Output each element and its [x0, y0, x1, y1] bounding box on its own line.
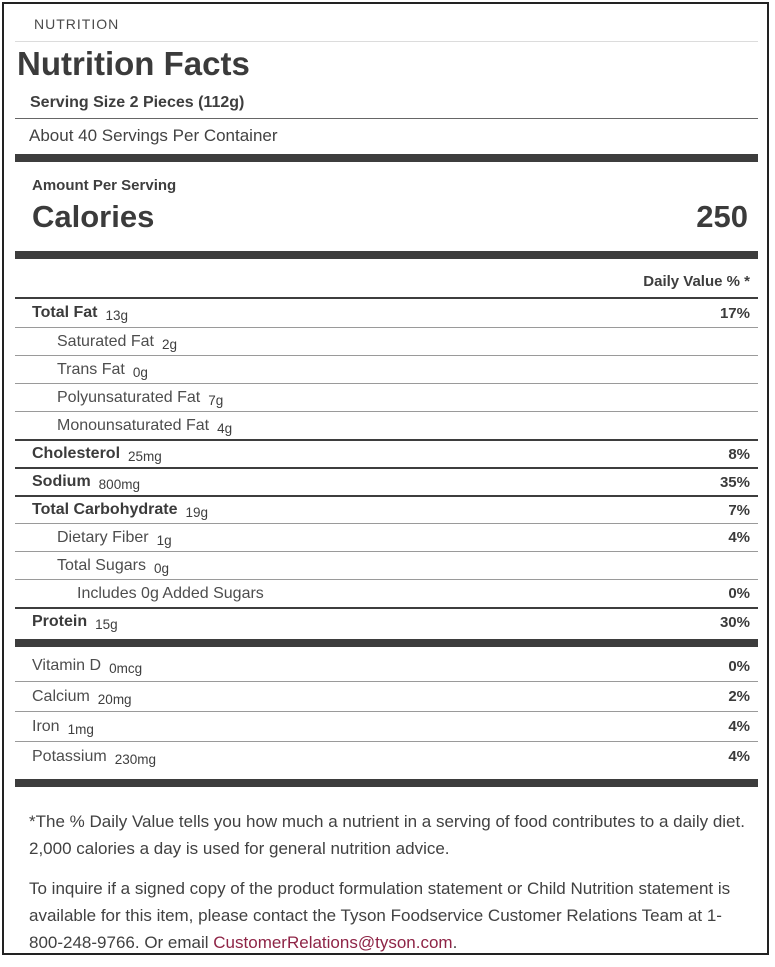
nutrient-amount: 15g	[95, 617, 118, 632]
nutrient-label: Cholesterol	[32, 445, 121, 462]
nutrient-daily-value: 4%	[728, 748, 750, 765]
inquiry-footnote	[29, 875, 745, 955]
nutrient-daily-value: 2%	[728, 688, 750, 705]
vitamin-table	[4, 647, 767, 771]
section-eyebrow: NUTRITION	[34, 16, 120, 32]
nutrient-row	[15, 467, 758, 495]
nutrient-amount: 230mg	[114, 751, 156, 767]
nutrient-label: Vitamin D	[32, 657, 102, 674]
servings-per-container: About 40 Servings Per Container	[29, 126, 278, 145]
nutrient-label: Saturated Fat	[57, 332, 154, 350]
nutrition-label	[2, 2, 769, 955]
nutrient-amount: 13g	[105, 308, 129, 323]
thick-bar	[15, 154, 758, 162]
nutrient-label: Total Carbohydrate	[32, 501, 178, 518]
nutrient-label: Polyunsaturated Fat	[57, 388, 201, 406]
nutrient-amount: 2g	[161, 336, 177, 352]
nutrient-label: Sodium	[32, 473, 91, 490]
nutrient-row	[15, 607, 758, 635]
nutrient-daily-value: 0%	[728, 657, 750, 675]
nutrient-row	[15, 383, 758, 411]
nutrient-label: Protein	[32, 613, 88, 630]
amount-per-serving-label: Amount Per Serving	[32, 177, 177, 194]
nutrient-amount: 25mg	[128, 449, 162, 464]
nutrient-daily-value: 17%	[719, 304, 750, 322]
thick-bar	[15, 251, 758, 259]
nutrient-label: Total Fat	[32, 304, 98, 321]
daily-value-footnote: *The % Daily Value tells you how much a nutrient in a serving of food contributes to a daily diet. 2,000 calories a day is used for general nutrition advice.	[29, 812, 745, 858]
divider-serving	[15, 118, 758, 119]
nutrient-label: Calcium	[32, 687, 90, 705]
nutrient-amount: 0g	[132, 364, 148, 380]
nutrient-row	[15, 299, 758, 327]
nutrient-daily-value: 0%	[728, 585, 750, 602]
calories-label: Calories	[32, 199, 155, 234]
nutrient-row	[15, 681, 758, 711]
inquiry-suffix: .	[452, 933, 458, 952]
nutrient-daily-value: 7%	[728, 501, 750, 519]
serving-size: Serving Size 2 Pieces (112g)	[30, 94, 245, 111]
nutrient-amount: 20mg	[97, 691, 132, 707]
nutrient-daily-value: 30%	[719, 613, 750, 631]
calories-value: 250	[696, 199, 748, 234]
nutrient-label: Potassium	[32, 747, 107, 765]
nutrient-amount: 0g	[153, 560, 169, 576]
nutrient-amount: 0mcg	[109, 661, 143, 676]
nutrient-label: Dietary Fiber	[57, 528, 149, 546]
nutrient-amount: 1g	[156, 532, 172, 548]
nutrient-daily-value: 8%	[728, 445, 750, 463]
nutrient-row	[15, 651, 758, 681]
daily-value-header: Daily Value % *	[15, 259, 758, 299]
nutrient-daily-value: 35%	[719, 473, 750, 491]
nutrient-label: Iron	[32, 717, 60, 735]
nutrient-row	[15, 551, 758, 579]
nutrient-row	[15, 579, 758, 607]
nutrient-row	[15, 439, 758, 467]
nutrient-row	[15, 411, 758, 439]
nutrient-label: Includes 0g Added Sugars	[77, 584, 264, 602]
nutrient-label: Monounsaturated Fat	[57, 416, 210, 434]
nutrient-daily-value: 4%	[728, 718, 750, 735]
nutrient-row	[15, 327, 758, 355]
nutrient-label: Total Sugars	[57, 556, 146, 574]
thick-bar	[15, 779, 758, 787]
nutrient-row	[15, 523, 758, 551]
nutrient-amount: 1mg	[67, 721, 94, 737]
nutrient-amount: 7g	[208, 392, 224, 408]
nutrient-label: Trans Fat	[57, 360, 125, 378]
nutrient-amount: 19g	[185, 505, 209, 520]
nutrient-amount: 4g	[217, 420, 233, 436]
nutrient-amount: 800mg	[98, 477, 140, 492]
nutrient-daily-value: 4%	[728, 529, 750, 546]
inquiry-text: To inquire if a signed copy of the product formulation statement or Child Nutrition statement is available for this item, please contact the Tyson Foodservice Customer Relations Team at 1-800-248-9766. Or email	[29, 879, 731, 952]
nutrient-row	[15, 711, 758, 741]
nutrient-row	[15, 741, 758, 771]
email-link[interactable]: CustomerRelations@tyson.com	[213, 933, 453, 952]
page-title: Nutrition Facts	[17, 45, 250, 82]
nutrient-row	[15, 355, 758, 383]
nutrient-table	[4, 299, 767, 635]
nutrient-row	[15, 495, 758, 523]
calories-row	[15, 198, 758, 235]
thick-bar	[15, 639, 758, 647]
divider-light	[15, 41, 758, 42]
